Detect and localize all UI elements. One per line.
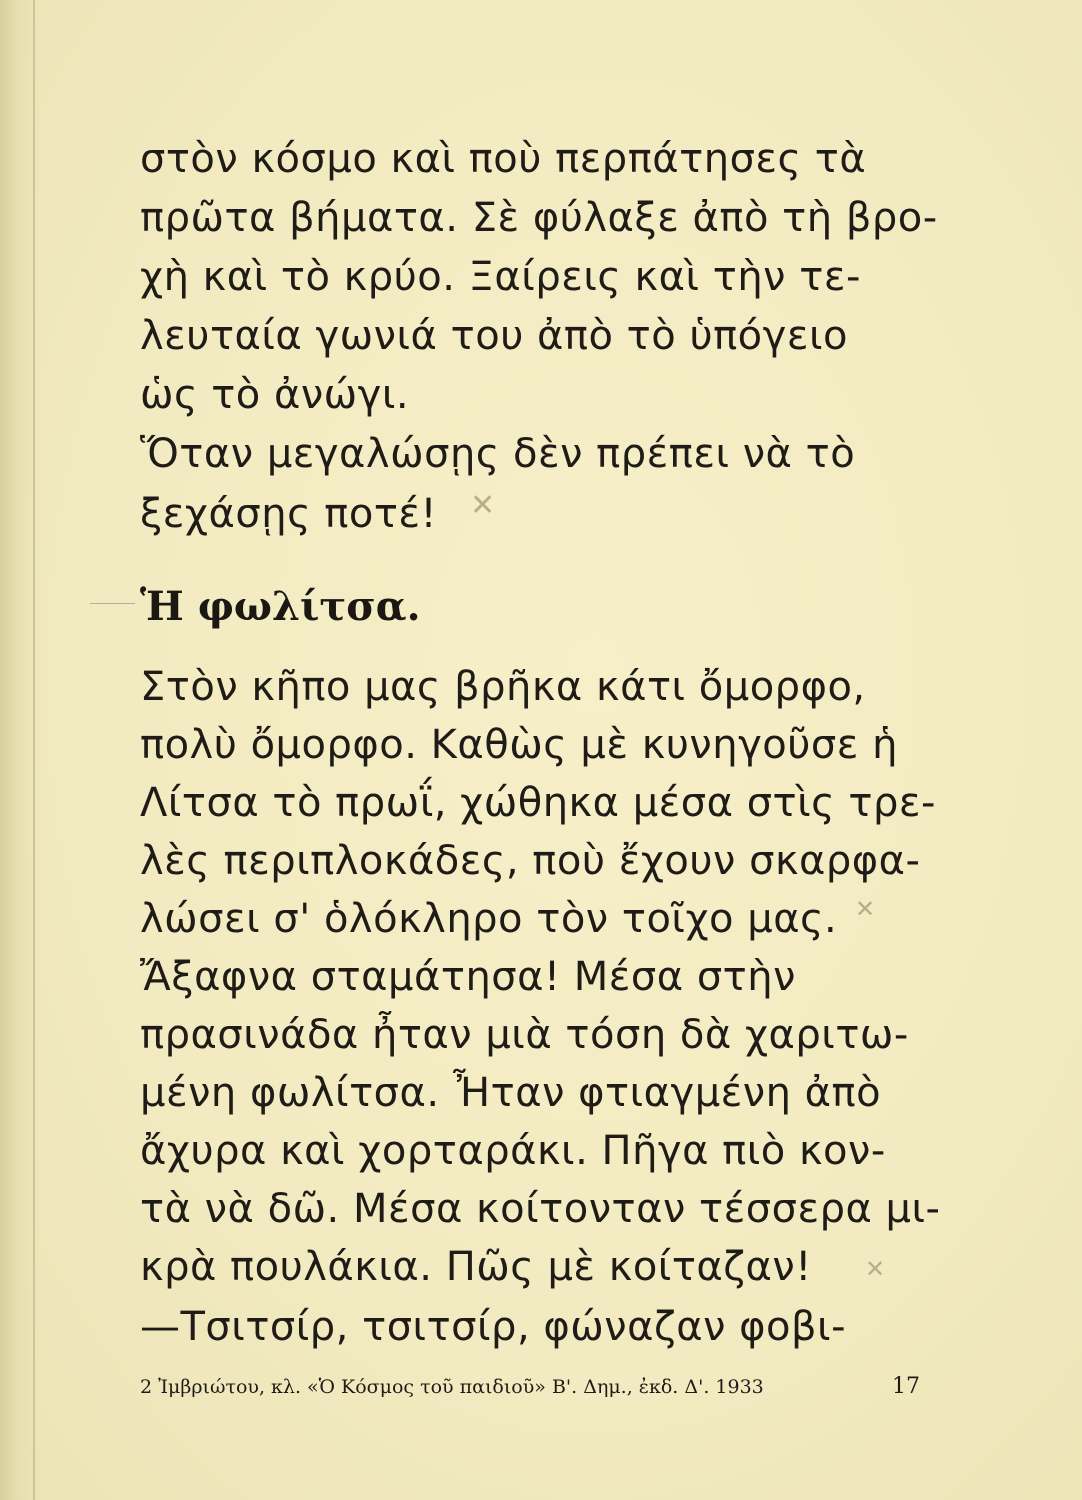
text-line: Ὅταν μεγαλώσῃς δὲν πρέπει νὰ τὸ — [140, 431, 856, 477]
text-line: κρὰ πουλάκια. Πῶς μὲ κοίταζαν! — [140, 1244, 812, 1290]
page-number: 17 — [892, 1374, 920, 1399]
text-line: Στὸν κῆπο μας βρῆκα κάτι ὄμορφο, — [140, 664, 866, 710]
text-line: τὰ νὰ δῶ. Μέσα κοίτονταν τέσσερα μι- — [140, 1186, 941, 1232]
section-heading: Ἡ φωλίτσα. — [140, 583, 421, 630]
text-line: λευταία γωνιά του ἀπὸ τὸ ὑπόγειο — [140, 313, 848, 359]
page-footer — [140, 1372, 920, 1402]
text-line: μένη φωλίτσα. Ἦταν φτιαγμένη ἀπὸ — [140, 1070, 882, 1116]
text-line: —Τσιτσίρ, τσιτσίρ, φώναζαν φοβι- — [140, 1304, 846, 1350]
text-line: πολὺ ὄμορφο. Καθὼς μὲ κυνηγοῦσε ἡ — [140, 722, 898, 768]
text-line: Ἄξαφνα σταμάτησα! Μέσα στὴν — [140, 954, 796, 1000]
text-line: πρῶτα βήματα. Σὲ φύλαξε ἀπὸ τὴ βρο- — [140, 195, 938, 241]
pencil-cross-mark: ✕ — [865, 1255, 886, 1283]
text-line: Λίτσα τὸ πρωΐ, χώθηκα μέσα στὶς τρε- — [140, 780, 936, 826]
text-line: πρασινάδα ἦταν μιὰ τόση δὰ χαριτω- — [140, 1012, 909, 1058]
text-line: ὡς τὸ ἀνώγι. — [140, 372, 410, 418]
footer-citation: 2 Ἰμβριώτου, κλ. «Ὁ Κόσμος τοῦ παιδιοῦ» Β'. Δημ., ἐκδ. Δ'. 1933 — [140, 1376, 764, 1398]
pencil-margin-mark — [90, 603, 135, 604]
text-line: ἄχυρα καὶ χορταράκι. Πῆγα πιὸ κον- — [140, 1128, 886, 1174]
text-line: ξεχάσῃς ποτέ! — [140, 491, 438, 537]
text-line: χὴ καὶ τὸ κρύο. Ξαίρεις καὶ τὴν τε- — [140, 254, 861, 300]
pencil-cross-mark: ✕ — [470, 488, 496, 523]
pencil-cross-mark: ✕ — [855, 895, 876, 923]
text-line: λώσει σ' ὁλόκληρο τὸν τοῖχο μας. — [140, 896, 838, 942]
page-fold-line — [33, 0, 35, 1500]
text-line: στὸν κόσμο καὶ ποὺ περπάτησες τὰ — [140, 136, 867, 182]
text-line: λὲς περιπλοκάδες, ποὺ ἔχουν σκαρφα- — [140, 838, 921, 884]
